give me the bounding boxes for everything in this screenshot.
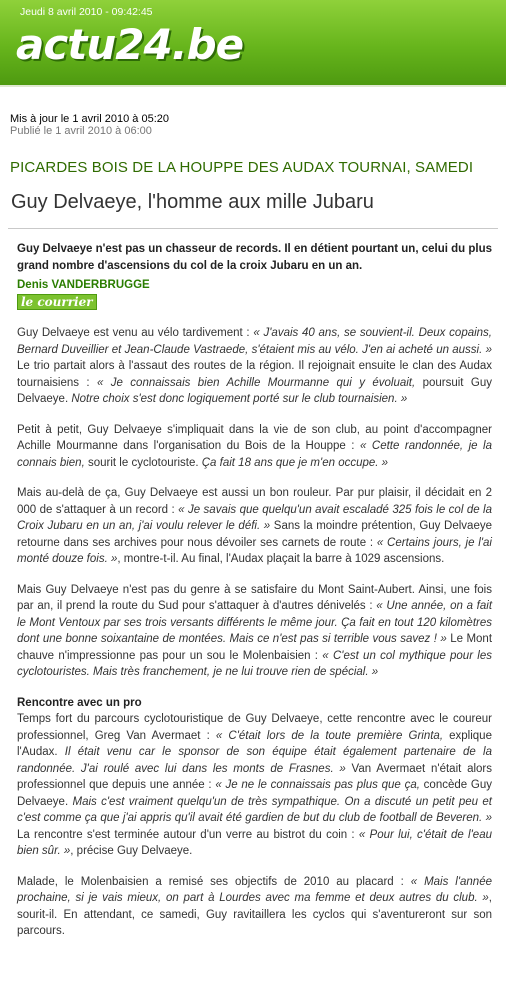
body-text: Mais Guy Delvaeye n'est pas du genre à se satisfaire du Mont Saint-Aubert. Ainsi, une fois par an, il prend la route du Sud pour s'attaquer à d'autres dénivelés : bbox=[17, 583, 492, 612]
body-text: , montre-t-il. Au final, l'Audax plaçait la barre à 1029 ascensions. bbox=[117, 553, 445, 565]
body-text: Sans la moindre prétention, Guy Delvaeye retourne dans ses archives pour nous dévoiler ses carnets de route : bbox=[17, 520, 492, 549]
body-text: Le trio partait alors à l'assaut des routes de la région. Il rejoignait ensuite le clan des Audax tournaisiens : bbox=[17, 360, 492, 389]
quote-text: « Cette randonnée, je la connais bien, bbox=[17, 440, 492, 469]
updated-timestamp: Mis à jour le 1 avril 2010 à 05:20 bbox=[10, 113, 169, 125]
quote-text: Notre choix s'est donc logiquement porté sur le club tournaisien. » bbox=[71, 393, 408, 405]
source-logo-wrap bbox=[17, 294, 492, 312]
article-paragraph bbox=[17, 485, 492, 568]
article-paragraph bbox=[17, 874, 492, 940]
quote-text: « C'est un col mythique pour les cyclotouristes. Mais très franchement, je ne lui trouve rien de spécial. » bbox=[17, 649, 492, 678]
quote-text: « Je connaissais bien Achille Mourmanne qui y évoluait, bbox=[96, 376, 416, 389]
body-text: Petit à petit, Guy Delvaeye s'impliquait dans la vie de son club, au point d'accompagner Achille Mourmanne dans l'organisation du Bois de la Houppe : bbox=[17, 423, 492, 452]
quote-text: « J'avais 40 ans, se souvient-il. Deux copains, Bernard Duveillier et Jean-Claude Vastraede, s'étaient mis au vélo. J'en ai acheté un aussi. » bbox=[17, 327, 493, 356]
body-text: Malade, le Molenbaisien a remisé ses objectifs de 2010 au placard : bbox=[17, 875, 411, 888]
quote-text: Il était venu car le sponsor de son équipe était également partenaire de la randonnée. J'ai roulé avec lui dans les monts de Frasnes. » bbox=[17, 746, 492, 775]
body-text: Mais au-delà de ça, Guy Delvaeye est aussi un bon rouleur. Par pur plaisir, il décidait en 2 000 de s'attaquer à un record : bbox=[17, 487, 492, 516]
article-meta bbox=[0, 87, 506, 137]
site-header bbox=[0, 0, 506, 87]
site-logo[interactable]: actu24.be bbox=[16, 20, 244, 69]
body-text: sourit le cyclotouriste. bbox=[84, 456, 202, 469]
article-subhead: Rencontre avec un pro bbox=[17, 696, 142, 709]
quote-text: « Pour lui, c'était de l'eau bien sûr. » bbox=[17, 828, 492, 857]
article-paragraph bbox=[17, 422, 492, 472]
quote-text: « Je savais que quelqu'un avait escaladé 325 fois le col de la Croix Jubaru en un an, j'ai voulu relever le défi. » bbox=[17, 503, 492, 532]
quote-text: « Mais l'année prochaine, si je vais mieux, on part à Lourdes avec ma femme et deux autres du club. » bbox=[17, 875, 492, 904]
article-paragraphs bbox=[17, 325, 492, 681]
quote-text: « Une année, on a fait le Mont Ventoux par ses trois versants différents le même jour. Ça fait en tout 120 kilomètres dont une bonne soixantaine de montées. Mais ce n'est pas si terrible vous savez ! » bbox=[17, 600, 493, 645]
quote-text: « C'était lors de la toute première Grinta, bbox=[215, 729, 444, 742]
body-text: La rencontre s'est terminée autour d'un verre au bistrot du coin : bbox=[17, 828, 359, 841]
body-text: Guy Delvaeye est venu au vélo tardivement : bbox=[17, 327, 254, 339]
article-lede: Guy Delvaeye n'est pas un chasseur de records. Il en détient pourtant un, celui du plus grand nombre d'ascensions du col de la croix Jubaru en un an. bbox=[17, 243, 492, 272]
body-text: , précise Guy Delvaeye. bbox=[70, 845, 193, 857]
article-paragraph bbox=[17, 325, 492, 408]
quote-text: Ça fait 18 ans que je m'en occupe. » bbox=[201, 456, 389, 469]
article-body bbox=[17, 241, 492, 940]
published-timestamp: Publié le 1 avril 2010 à 06:00 bbox=[10, 125, 152, 137]
body-text: Van Avermaet n'était alors professionnel que depuis une année : bbox=[17, 762, 492, 791]
body-text: explique l'Audax. bbox=[17, 729, 492, 758]
body-text: Temps fort du parcours cyclotouristique de Guy Delvaeye, cette rencontre avec le coureur professionnel, Greg Van Avermaet : bbox=[17, 713, 492, 742]
quote-text: Mais c'est vraiment quelqu'un de très sympathique. On a discuté un petit peu et c'est comme ça que j'ai appris qu'il avait été gardien de but du club de football de Beveren. » bbox=[17, 795, 492, 824]
header-date: Jeudi 8 avril 2010 - 09:42:45 bbox=[20, 6, 153, 18]
article-kicker: PICARDES BOIS DE LA HOUPPE DES AUDAX TOURNAI, SAMEDI bbox=[10, 159, 474, 176]
quote-text: « Je ne le connaissais pas plus que ça, bbox=[215, 779, 420, 791]
headline-divider bbox=[8, 228, 498, 229]
article-author[interactable]: Denis VANDERBRUGGE bbox=[17, 279, 150, 291]
article-headline: Guy Delvaeye, l'homme aux mille Jubaru bbox=[11, 191, 374, 213]
article-paragraphs-2 bbox=[17, 711, 492, 940]
le-courrier-logo: le courrier bbox=[17, 294, 97, 310]
body-text: Le Mont chauve n'impressionne pas pour un sou le Molenbaisien : bbox=[17, 633, 493, 662]
body-text: concède Guy Delvaeye. bbox=[17, 779, 492, 808]
quote-text: « Certains jours, je l'ai monté douze fois. » bbox=[17, 536, 492, 565]
body-text: poursuit Guy Delvaeye. bbox=[17, 376, 492, 405]
body-text: , sourit-il. En attendant, ce samedi, Guy ravitaillera les cyclos qui s'aventureront sur son parcours. bbox=[17, 892, 492, 937]
article-paragraph bbox=[17, 582, 492, 681]
article-paragraph bbox=[17, 711, 492, 860]
